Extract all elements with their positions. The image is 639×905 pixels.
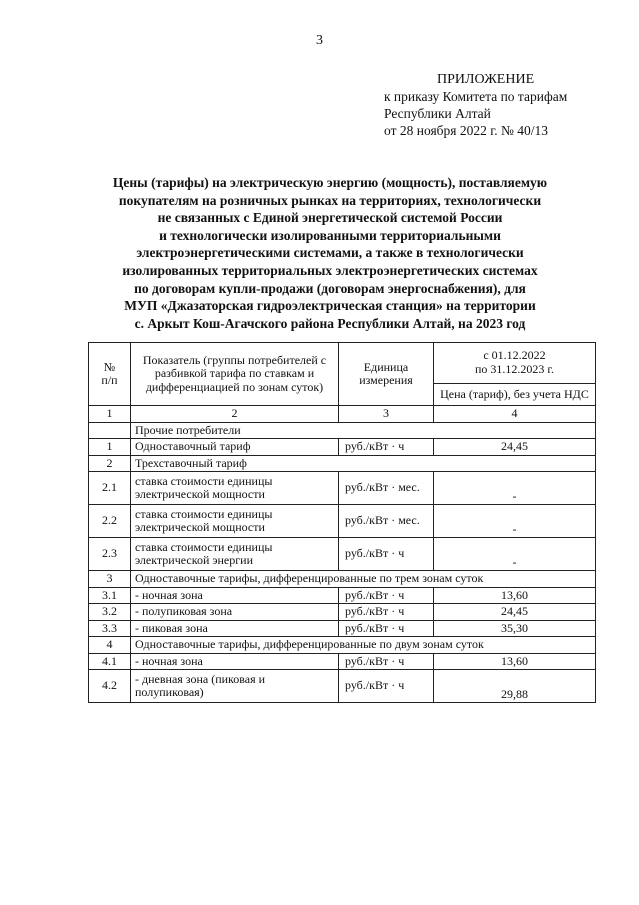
row-name: Одноставочный тариф (131, 439, 339, 456)
row-name: - ночная зона (131, 653, 339, 670)
appendix-block (384, 71, 567, 139)
header-price: Цена (тариф), без учета НДС (434, 383, 596, 405)
title-line: с. Аркыт Кош-Агачского района Республики Алтай, на 2023 год (134, 315, 526, 331)
table-row (89, 587, 596, 604)
table-row (89, 620, 596, 637)
title-line: по договорам купли-продажи (договорам энергоснабжения), для (134, 280, 526, 296)
row-name: - ночная зона (131, 587, 339, 604)
column-number: 4 (434, 406, 596, 423)
table-row (89, 505, 596, 538)
page-number: 3 (316, 33, 323, 48)
row-name: ставка стоимости единицы электрической мощности (131, 472, 339, 505)
appendix-line: Республики Алтай (384, 106, 491, 121)
title-line: покупателям на розничных рынках на территориях, технологически (118, 192, 542, 208)
column-number-row (89, 406, 596, 423)
header-indicator: Показатель (группы потребителей с разбивкой тарифа по ставкам и дифференциацией по зонам суток) (131, 343, 339, 406)
row-value: - (434, 472, 596, 505)
row-unit: руб./кВт · ч (339, 587, 434, 604)
row-value: - (434, 505, 596, 538)
header-unit: Единица измерения (339, 343, 434, 406)
column-number: 3 (339, 406, 434, 423)
row-number: 2 (89, 455, 131, 472)
row-unit: руб./кВт · ч (339, 604, 434, 621)
row-number: 3.3 (89, 620, 131, 637)
row-value: 24,45 (434, 604, 596, 621)
table-header-row (89, 343, 596, 384)
table-row (89, 472, 596, 505)
title-line: МУП «Джазаторская гидроэлектрическая станция» на территории (124, 298, 536, 314)
column-number: 2 (131, 406, 339, 423)
title-line: Цены (тарифы) на электрическую энергию (мощность), поставляемую (112, 175, 548, 190)
row-value: 24,45 (434, 439, 596, 456)
header-period: с 01.12.2022 по 31.12.2023 г. (434, 343, 596, 384)
row-name: Одноставочные тарифы, дифференцированные по двум зонам суток (131, 637, 596, 654)
table-row (89, 455, 596, 472)
row-number: 1 (89, 439, 131, 456)
row-value: - (434, 538, 596, 571)
document-title (60, 174, 600, 332)
row-name: Трехставочный тариф (131, 455, 596, 472)
group-label: Прочие потребители (131, 422, 596, 439)
row-number: 2.3 (89, 538, 131, 571)
tariff-table (88, 342, 596, 703)
title-line: не связанных с Единой энергетической системой России (157, 210, 503, 226)
row-number: 4 (89, 637, 131, 654)
row-unit: руб./кВт · мес. (339, 505, 434, 538)
header-num: № п/п (89, 343, 131, 406)
row-value: 35,30 (434, 620, 596, 637)
row-number: 2.2 (89, 505, 131, 538)
row-number: 3.2 (89, 604, 131, 621)
row-unit: руб./кВт · мес. (339, 472, 434, 505)
title-line: и технологически изолированными территориальными (159, 227, 501, 243)
table-row (89, 670, 596, 703)
column-number: 1 (89, 406, 131, 423)
row-number: 2.1 (89, 472, 131, 505)
row-unit: руб./кВт · ч (339, 620, 434, 637)
row-number: 4.1 (89, 653, 131, 670)
table-row (89, 604, 596, 621)
row-name: ставка стоимости единицы электрической мощности (131, 505, 339, 538)
table-row (89, 637, 596, 654)
row-number: 3.1 (89, 587, 131, 604)
row-number: 4.2 (89, 670, 131, 703)
title-line: изолированных территориальных электроэнергетических системах (122, 262, 538, 278)
row-value: 13,60 (434, 653, 596, 670)
appendix-heading: ПРИЛОЖЕНИЕ (437, 72, 535, 87)
row-name: - дневная зона (пиковая и полупиковая) (131, 670, 339, 703)
row-unit: руб./кВт · ч (339, 670, 434, 703)
row-unit: руб./кВт · ч (339, 538, 434, 571)
row-name: - пиковая зона (131, 620, 339, 637)
table-row (89, 571, 596, 588)
title-line: электроэнергетическими системами, а также в технологически (136, 245, 524, 261)
row-unit: руб./кВт · ч (339, 653, 434, 670)
table-row (89, 653, 596, 670)
row-value: 13,60 (434, 587, 596, 604)
row-number: 3 (89, 571, 131, 588)
appendix-line: от 28 ноября 2022 г. № 40/13 (384, 123, 548, 138)
row-value: 29,88 (434, 670, 596, 703)
table-row (89, 422, 596, 439)
row-unit: руб./кВт · ч (339, 439, 434, 456)
appendix-line: к приказу Комитета по тарифам (384, 89, 568, 104)
row-name: - полупиковая зона (131, 604, 339, 621)
row-name: ставка стоимости единицы электрической энергии (131, 538, 339, 571)
table-row (89, 439, 596, 456)
table-row (89, 538, 596, 571)
row-name: Одноставочные тарифы, дифференцированные по трем зонам суток (131, 571, 596, 588)
